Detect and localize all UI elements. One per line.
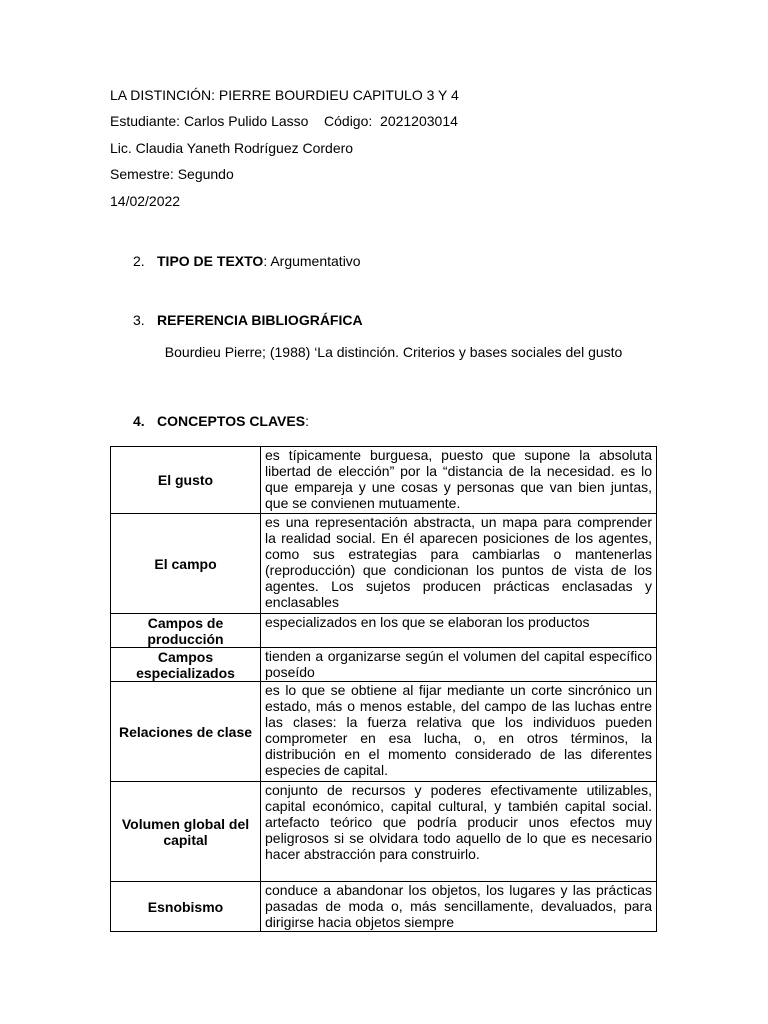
teacher-line: Lic. Claudia Yaneth Rodríguez Cordero <box>110 140 354 156</box>
section-number: 3. <box>133 312 145 328</box>
section-suffix: : <box>305 413 309 429</box>
section-tipo-de-texto <box>133 252 361 270</box>
table-row <box>111 447 657 514</box>
table-row <box>111 648 657 682</box>
concept-definition: conduce a abandonar los objetos, los lugares y las prácticas pasadas de moda o, más sencillamente, devaluados, para dirigirse hacia objetos siempre <box>261 882 657 932</box>
section-value: : Argumentativo <box>263 253 361 269</box>
student-line: Estudiante: Carlos Pulido Lasso Código: 2021203014 <box>110 113 458 129</box>
section-label: REFERENCIA BIBLIOGRÁFICA <box>157 312 363 328</box>
concept-definition: conjunto de recursos y poderes efectivamente utilizables, capital económico, capital cultural, y también capital social. artefacto teórico que podría producir unos efectos muy peligrosos si se olvidara todo aquello de lo que es necesario hacer abstracción para construirlo. <box>261 782 657 882</box>
section-referencia <box>133 311 363 329</box>
table-row <box>111 614 657 648</box>
concept-definition: es una representación abstracta, un mapa para comprender la realidad social. En él aparecen posiciones de los agentes, como sus estrategias para cambiarlas o mantenerlas (reproducción) que condicionan los puntos de vista de los agentes. Los sujetos producen prácticas enclasadas y enclasables <box>261 514 657 614</box>
document-title: LA DISTINCIÓN: PIERRE BOURDIEU CAPITULO 3 Y 4 <box>110 87 459 103</box>
reference-text: Bourdieu Pierre; (1988) ‘La distinción. Criterios y bases sociales del gusto <box>164 344 623 360</box>
concept-term: El gusto <box>111 447 261 514</box>
section-number: 2. <box>133 253 145 269</box>
bibliographic-reference <box>157 343 657 361</box>
concepts-table <box>110 446 657 932</box>
concept-term: Volumen global del capital <box>111 782 261 882</box>
concept-term: Campos especializados <box>111 648 261 682</box>
table-row <box>111 682 657 782</box>
concept-definition: especializados en los que se elaboran los productos <box>261 614 657 648</box>
concept-term: El campo <box>111 514 261 614</box>
concept-term: Relaciones de clase <box>111 682 261 782</box>
section-label: TIPO DE TEXTO <box>157 253 264 269</box>
concept-term: Campos de producción <box>111 614 261 648</box>
table-row <box>111 782 657 882</box>
date-line: 14/02/2022 <box>110 193 181 209</box>
concept-definition: es típicamente burguesa, puesto que supone la absoluta libertad de elección” por la “distancia de la necesidad. es lo que empareja y une cosas y personas que van bien juntas, que se convienen mutuamente. <box>261 447 657 514</box>
section-conceptos <box>133 412 309 430</box>
section-label: CONCEPTOS CLAVES <box>157 413 306 429</box>
concept-definition: es lo que se obtiene al fijar mediante un corte sincrónico un estado, más o menos estable, del campo de las luchas entre las clases: la fuerza relativa que los individuos pueden comprometer en esa lucha, o, en otros términos, la distribución en el momento considerado de las diferentes especies de capital. <box>261 682 657 782</box>
semester-line: Semestre: Segundo <box>110 166 234 182</box>
table-row <box>111 882 657 932</box>
section-number: 4. <box>133 413 145 429</box>
concept-term: Esnobismo <box>111 882 261 932</box>
concept-definition: tienden a organizarse según el volumen del capital específico poseído <box>261 648 657 682</box>
table-row <box>111 514 657 614</box>
